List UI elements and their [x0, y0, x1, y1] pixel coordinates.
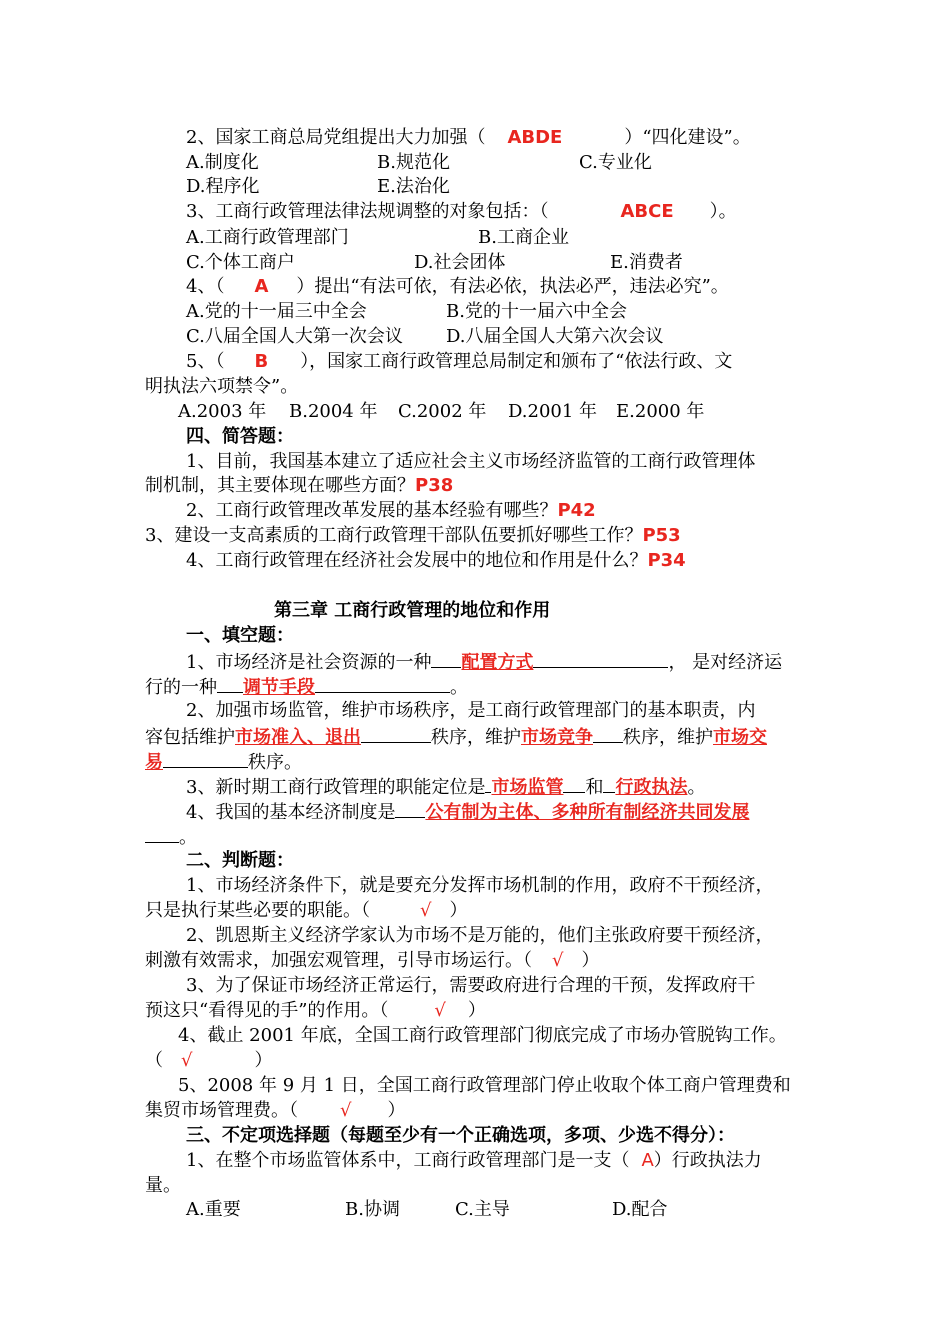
- judge-q5-line2: 集贸市场管理费。（ √ ）: [145, 1100, 406, 1121]
- sec4-q3-page: P53: [642, 525, 681, 546]
- judge-heading: 二、判断题：: [186, 850, 294, 871]
- fill-q1-answer2: 调节手段: [243, 677, 315, 698]
- sec4-q2: 2、工商行政管理改革发展的基本经验有哪些？P42: [186, 500, 596, 521]
- q4-stem: 4、（ A ）提出“有法可依，有法必依，执法必严，违法必究”。: [186, 276, 729, 297]
- fill-q1-line2: 行的一种 调节手段 。: [145, 674, 468, 700]
- q3-option-e: E.消费者: [610, 252, 683, 273]
- q5-stem-line2: 明执法六项禁令”。: [145, 376, 299, 397]
- q3-option-b: B.工商企业: [478, 227, 569, 248]
- sec4-q1-line1: 1、目前，我国基本建立了适应社会主义市场经济监管的工商行政管理体: [186, 451, 756, 472]
- fill-q2-line1: 2、加强市场监管，维护市场秩序，是工商行政管理部门的基本职责，内: [186, 700, 756, 721]
- judge-q4-line1: 4、截止 2001 年底，全国工商行政管理部门彻底完成了市场办管脱钩工作。: [178, 1025, 787, 1046]
- judge-q4-check: √: [181, 1050, 193, 1071]
- fill-q3-answer2: 行政执法: [615, 777, 688, 798]
- fill-q4-answer: 公有制为主体、多种所有制经济共同发展: [425, 802, 750, 823]
- q3-stem: 3、工商行政管理法律法规调整的对象包括：（ ABCE ）。: [186, 201, 737, 222]
- sec4-q1-line2: 制机制，其主要体现在哪些方面？P38: [145, 475, 454, 496]
- multi-q1-line2: 量。: [145, 1175, 181, 1196]
- multi-q1-option-a: A.重要: [186, 1199, 241, 1220]
- judge-q3-line1: 3、为了保证市场经济正常运行，需要政府进行合理的干预，发挥政府干: [186, 975, 756, 996]
- q5-answer: B: [254, 351, 269, 372]
- q5-stem: 5、（ B ），国家工商行政管理总局制定和颁布了“依法行政、文: [186, 351, 733, 372]
- sec4-q4: 4、工商行政管理在经济社会发展中的地位和作用是什么？P34: [186, 550, 686, 571]
- sec4-q3: 3、建设一支高素质的工商行政管理干部队伍要抓好哪些工作？P53: [145, 525, 681, 546]
- fill-q1-answer1: 配置方式: [461, 652, 534, 673]
- q5-option-a: A.2003 年: [178, 401, 267, 422]
- q3-option-d: D.社会团体: [414, 252, 506, 273]
- fill-q2-answer1: 市场准入、退出: [235, 727, 361, 748]
- judge-q5-line1: 5、2008 年 9 月 1 日，全国工商行政管理部门停止收取个体工商户管理费和: [178, 1075, 791, 1096]
- judge-q3-line2: 预这只“看得见的手”的作用。（ √ ）: [145, 1000, 486, 1021]
- q2-options-1: A.制度化: [186, 152, 259, 173]
- q2-option-e: E.法治化: [377, 176, 450, 197]
- fill-q4-line1: 4、我国的基本经济制度是 公有制为主体、多种所有制经济共同发展: [186, 799, 749, 825]
- q3-option-c: C.个体工商户: [186, 252, 295, 273]
- q2-option-c: C.专业化: [579, 152, 652, 173]
- q5-option-e: E.2000 年: [616, 401, 705, 422]
- multi-q1-option-b: B.协调: [345, 1199, 400, 1220]
- q4-option-d: D.八届全国人大第六次会议: [446, 326, 664, 347]
- q4-option-c: C.八届全国人大第一次会议: [186, 326, 403, 347]
- sec4-q4-page: P34: [647, 550, 686, 571]
- judge-q1-line1: 1、市场经济条件下，就是要充分发挥市场机制的作用，政府不干预经济，: [186, 875, 774, 896]
- judge-q5-check: √: [340, 1100, 352, 1121]
- judge-q2-check: √: [552, 950, 564, 971]
- multi-q1-line1: 1、在整个市场监管体系中，工商行政管理部门是一支（ A）行政执法力: [186, 1150, 762, 1171]
- judge-q1-check: √: [420, 900, 432, 921]
- judge-q1-line2: 只是执行某些必要的职能。（ √ ）: [145, 900, 468, 921]
- multi-heading: 三、不定项选择题（每题至少有一个正确选项，多项、少选不得分）：: [186, 1125, 735, 1146]
- q2-stem: 2、国家工商总局党组提出大力加强（ ABDE ）“四化建设”。: [186, 127, 751, 148]
- sec4-q2-page: P42: [557, 500, 596, 521]
- q4-answer: A: [254, 276, 269, 297]
- fill-q3-answer1: 市场监管: [491, 777, 564, 798]
- fill-q4-line2: 。: [145, 824, 197, 850]
- q3-option-a: A.工商行政管理部门: [186, 227, 349, 248]
- q5-option-d: D.2001 年: [508, 401, 598, 422]
- q2-option-d: D.程序化: [186, 176, 260, 197]
- fill-q1-line1: 1、市场经济是社会资源的一种 配置方式 ， 是对经济运: [186, 649, 782, 675]
- judge-q2-line2: 刺激有效需求，加强宏观管理，引导市场运行。（ √ ）: [145, 950, 600, 971]
- section4-heading: 四、简答题：: [186, 426, 294, 447]
- fill-q3: 3、新时期工商行政管理的职能定位是 市场监管 和 行政执法。: [186, 774, 705, 800]
- multi-q1-option-d: D.配合: [612, 1199, 668, 1220]
- q5-option-c: C.2002 年: [398, 401, 487, 422]
- q3-answer: ABCE: [620, 201, 674, 222]
- q5-option-b: B.2004 年: [289, 401, 378, 422]
- fill-q2-answer2: 市场竞争: [521, 727, 593, 748]
- judge-q2-line1: 2、凯恩斯主义经济学家认为市场不是万能的，他们主张政府要干预经济，: [186, 925, 774, 946]
- fill-q2-line2: 容包括维护市场准入、退出 秩序，维护市场竞争 秩序，维护市场交: [145, 724, 767, 750]
- q2-answer: ABDE: [507, 127, 563, 148]
- q4-option-a: A.党的十一届三中全会: [186, 301, 367, 322]
- judge-q4-line2: （ √ ）: [145, 1050, 273, 1071]
- fill-q2-line3: 易 秩序。: [145, 749, 302, 775]
- multi-q1-option-c: C.主导: [455, 1199, 510, 1220]
- multi-q1-answer: A: [641, 1150, 654, 1171]
- fill-heading: 一、填空题：: [186, 625, 294, 646]
- sec4-q1-page: P38: [415, 475, 454, 496]
- q4-option-b: B.党的十一届六中全会: [446, 301, 627, 322]
- fill-q2-answer3: 市场交: [713, 727, 767, 748]
- chapter-title: 第三章 工商行政管理的地位和作用: [274, 600, 551, 621]
- q2-option-b: B.规范化: [377, 152, 450, 173]
- judge-q3-check: √: [434, 1000, 446, 1021]
